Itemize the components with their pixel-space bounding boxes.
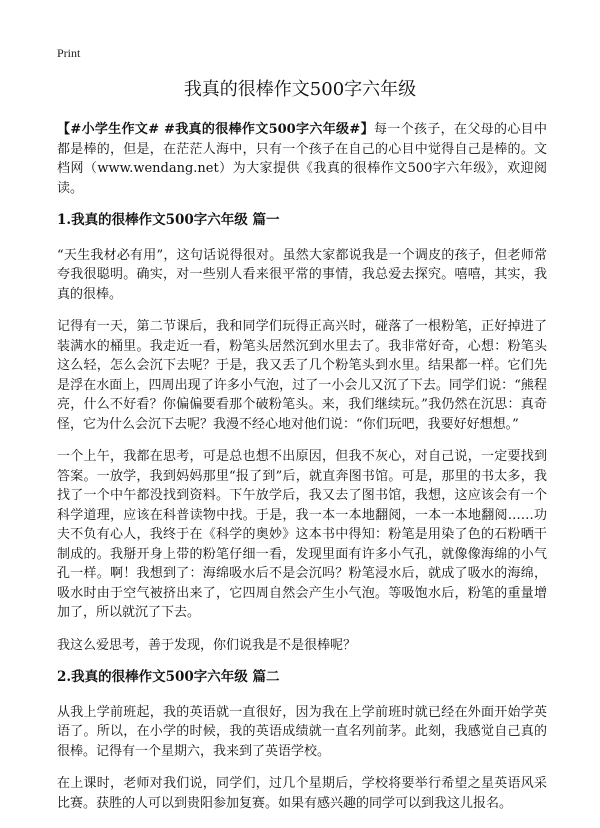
print-link[interactable]: Print bbox=[57, 46, 81, 60]
section-heading-2: 2.我真的很棒作文500字六年级 篇二 bbox=[57, 669, 280, 685]
intro-tags: 【#小学生作文# #我真的很棒作文500字六年级#】 bbox=[57, 122, 374, 137]
intro-paragraph bbox=[57, 120, 547, 198]
section-heading-1: 1.我真的很棒作文500字六年级 篇一 bbox=[57, 212, 280, 228]
article-body bbox=[57, 120, 547, 826]
section-1-paragraph-4: 我这么爱思考，善于发现，你们说我是不是很棒呢？ bbox=[57, 637, 357, 653]
page-title: 我真的很棒作文500字六年级 bbox=[183, 79, 417, 100]
section-2-paragraph-1: 从我上学前班起，我的英语就一直很好，因为我在上学前班时就已经在外面开始学英语了。所以，在小学的时候，我的英语成绩就一直名列前茅。此刻，我感觉自己真的很棒。记得有一个星期六，我来到了英语学校。 bbox=[57, 704, 547, 759]
section-2-paragraph-2: 在上课时，老师对我们说，同学们，过几个星期后，学校将要举行希望之星英语风采比赛。获胜的人可以到贵阳参加复赛。如果有感兴趣的同学可以到我这儿报名。 bbox=[57, 776, 547, 811]
section-1-paragraph-2: 记得有一天，第二节课后，我和同学们玩得正高兴时，碰落了一根粉笔，正好掉进了装满水的桶里。我走近一看，粉笔头居然沉到水里去了。我非常好奇，心想：粉笔头这么轻，怎么会沉下去呢？于是，我又丢了几个粉笔头到水里。结果都一样。它们先是浮在水面上，四周出现了许多小气泡，过了一小会儿又沉了下去。同学们说：“熊程亮，什么不好看？你偏偏要看那个破粉笔头。来，我们继续玩。”我仍然在沉思：真奇怪，它为什么会沉下去呢？我漫不经心地对他们说：“你们玩吧，我要好好想想。” bbox=[57, 319, 547, 432]
intro-text: 每一个孩子，在父母的心目中都是棒的，但是，在茫茫人海中，只有一个孩子在自己的心目中觉得自己是棒的。文档网（www.wendang.net）为大家提供《我真的很棒作文500字六年级》，欢迎阅读。 bbox=[57, 122, 547, 196]
section-1-paragraph-1: “天生我材必有用”，这句话说得很对。虽然大家都说我是一个调皮的孩子，但老师常夸我很聪明。确实，对一些别人看来很平常的事情，我总爱去探究。嘻嘻，其实，我真的很棒。 bbox=[57, 247, 547, 302]
section-1-paragraph-3: 一个上午，我都在思考，可是总也想不出原因，但我不灰心，对自己说，一定要找到答案。一放学，我到妈妈那里“报了到”后，就直奔图书馆。可是，那里的书太多，我找了一个中午都没找到资料。下午放学后，我又去了图书馆，我想，这应该会有一个科学道理，应该在科普读物中找。于是，我一本一本地翻阅，一本一本地翻阅……功夫不负有心人，我终于在《科学的奥妙》这本书中得知：粉笔是用染了色的石粉晒干制成的。我掰开身上带的粉笔仔细一看，发现里面有许多小气孔，就像像海绵的小气孔一样。啊！我想到了：海绵吸水后不是会沉吗？粉笔浸水后，就成了吸水的海绵，吸水时由于空气被挤出来了，它四周自然会产生小气泡。等吸饱水后，粉笔的重量增加了，所以就沉了下去。 bbox=[57, 449, 547, 620]
